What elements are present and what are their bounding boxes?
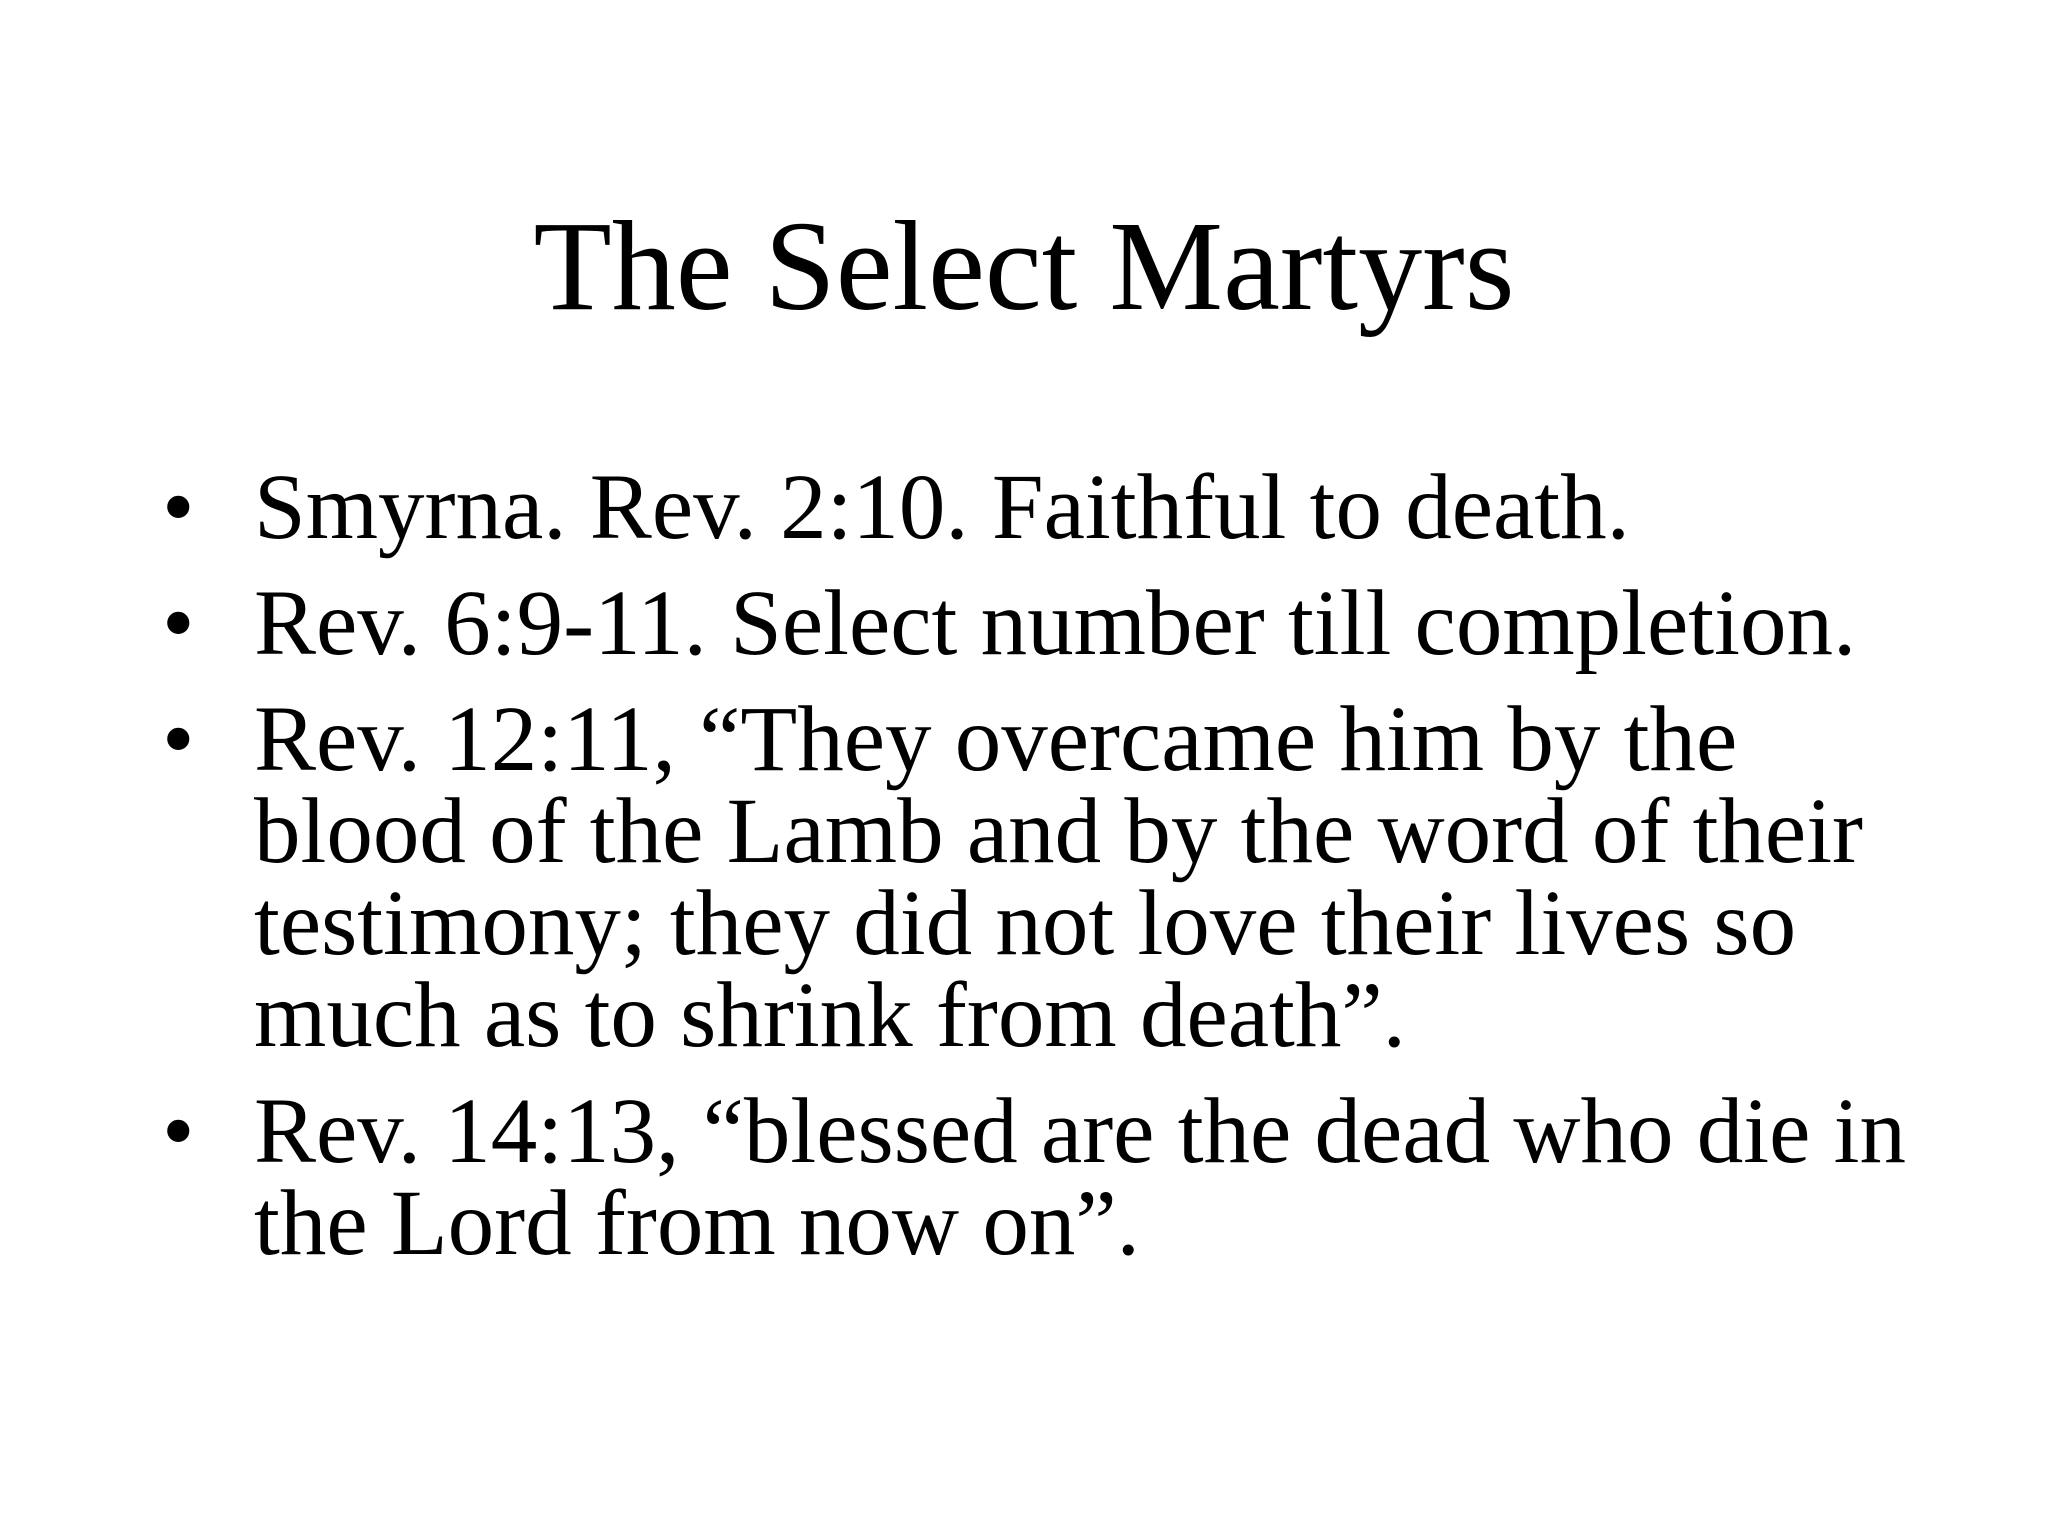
slide-title: The Select Martyrs [533,195,1515,337]
bullet-text: Smyrna. Rev. 2:10. Faithful to death. [254,456,1630,559]
bullet-dot-icon: • [162,688,195,791]
bullet-dot-icon: • [162,456,195,559]
bullet-item-rev-12 [160,688,1920,1067]
bullet-text: Rev. 14:13, “blessed are the dead who die in the Lord from now on”. [254,1080,1906,1275]
bullet-dot-icon: • [162,1080,195,1183]
bullet-item-rev-6 [160,572,1920,675]
bullet-item-rev-14 [160,1080,1920,1275]
bullet-list [160,456,1920,1294]
bullet-text: Rev. 12:11, “They overcame him by the blood of the Lamb and by the word of their testimony; they did not love their lives so much as to shrink from death”. [254,688,1864,1067]
bullet-item-smyrna [160,456,1920,559]
bullet-text: Rev. 6:9-11. Select number till completion. [254,572,1857,675]
bullet-dot-icon: • [162,572,195,675]
